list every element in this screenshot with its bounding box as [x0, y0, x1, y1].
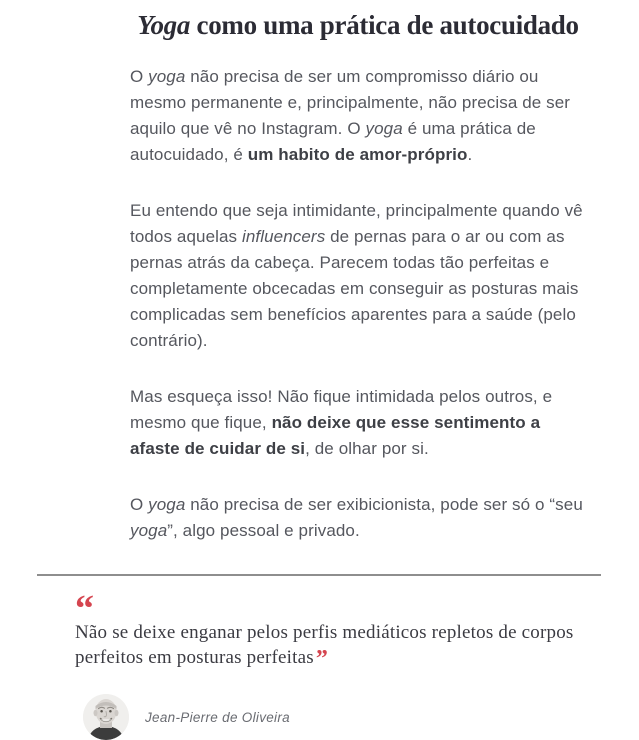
quote-text: [75, 620, 581, 670]
close-quote-icon: ”: [315, 646, 329, 672]
author-avatar: [83, 694, 129, 740]
pull-quote: [75, 594, 581, 740]
paragraph: Eu entendo que seja intimidante, principalmente quando vê todos aquelas influencers de pernas para o ar ou com as pernas atrás da cabeça. Parecem todas tão perfeitas e completamente obcecadas em conseguir as posturas mais complicadas sem benefícios aparentes para a saúde (pelo contrário).: [130, 201, 583, 350]
author-name: Jean-Pierre de Oliveira: [145, 709, 290, 725]
paragraph: O yoga não precisa de ser exibicionista, pode ser só o “seu yoga”, algo pessoal e privado.: [130, 495, 583, 540]
section-divider: [37, 574, 601, 576]
page-title: Yoga como uma prática de autocuidado: [137, 10, 579, 40]
article-body: [130, 0, 586, 544]
paragraph: O yoga não precisa de ser um compromisso diário ou mesmo permanente e, principalmente, não precisa de ser aquilo que vê no Instagram. O yoga é uma prática de autocuidado, é um habito de amor-próprio.: [130, 67, 571, 164]
paragraph: Mas esqueça isso! Não fique intimidada pelos outros, e mesmo que fique, não deixe que esse sentimento a afaste de cuidar de si, de olhar por si.: [130, 387, 553, 458]
article-paragraphs: [130, 64, 586, 544]
man-portrait-icon: [83, 694, 129, 740]
quote-text-content: Não se deixe enganar pelos perfis mediáticos repletos de corpos perfeitos em posturas perfeitas: [75, 622, 574, 668]
open-quote-icon: “: [75, 594, 94, 620]
author-row: [83, 694, 581, 740]
